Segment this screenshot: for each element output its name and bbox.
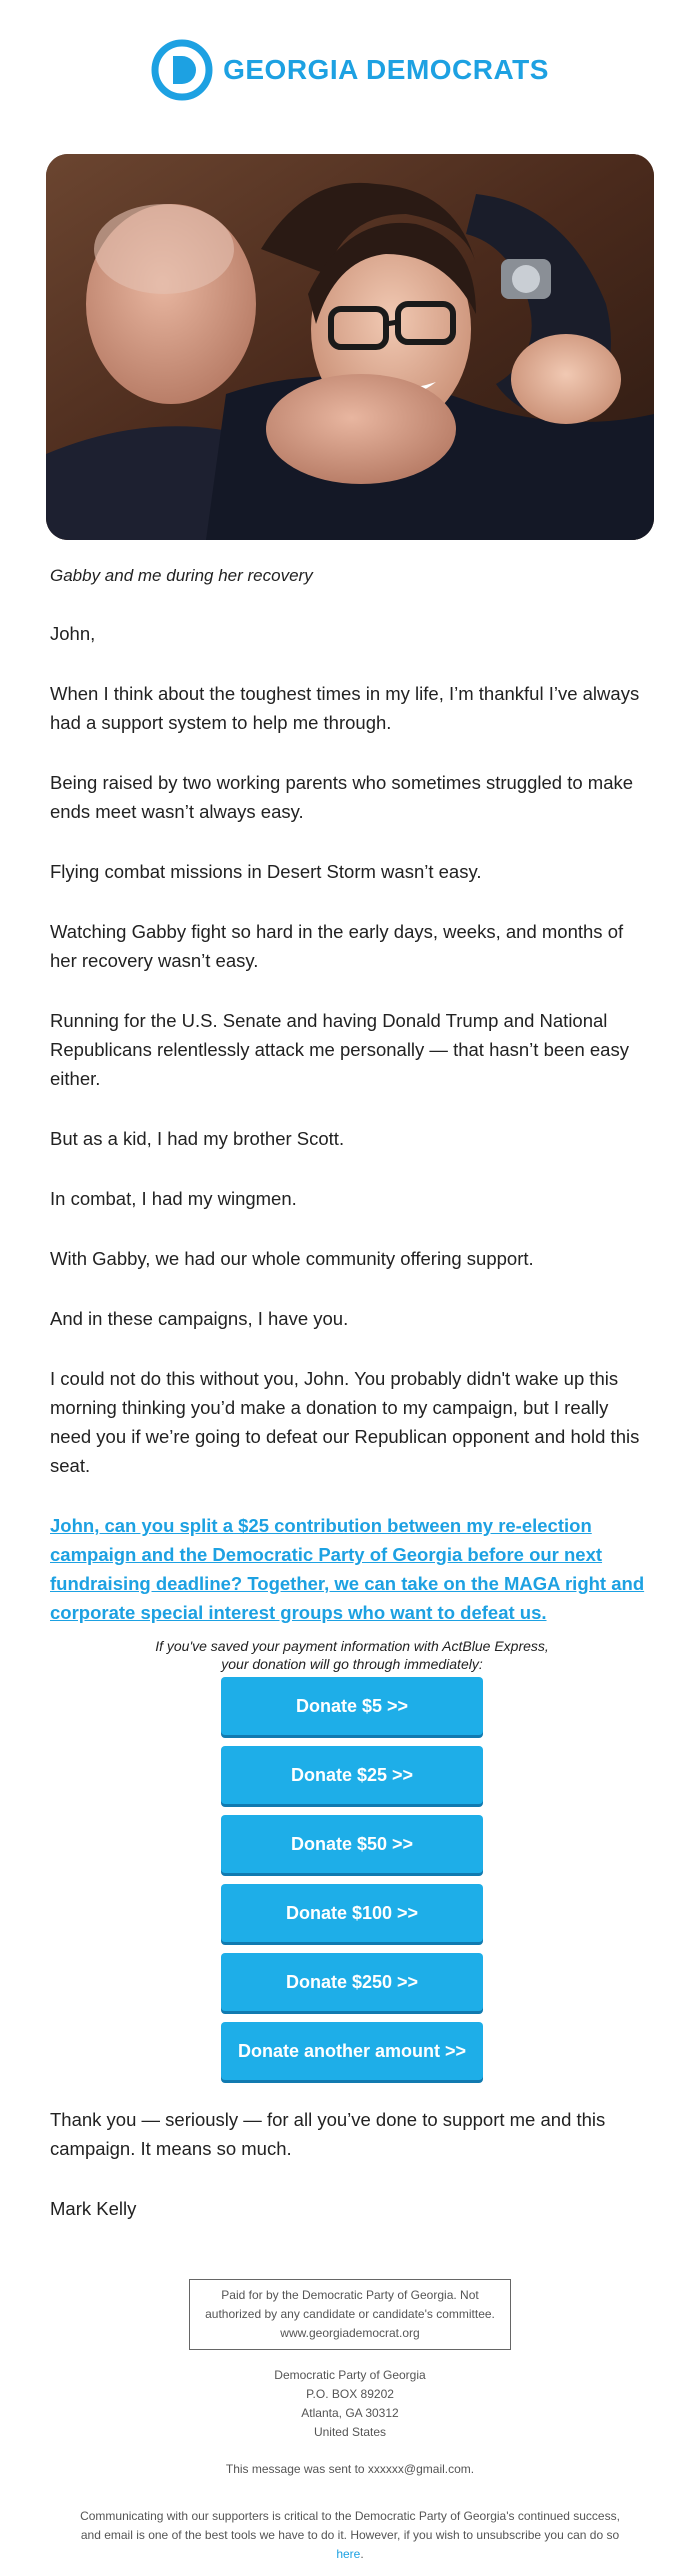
photo-caption: Gabby and me during her recovery: [50, 566, 313, 585]
letter-paragraph: Being raised by two working parents who sometimes struggled to make ends meet wasn’t always easy.: [50, 772, 634, 822]
letter-paragraph: Watching Gabby fight so hard in the early days, weeks, and months of her recovery wasn’t easy.: [50, 921, 624, 971]
unsubscribe-notice: [80, 2507, 620, 2564]
disclaimer-website: www.georgiademocrat.org: [280, 2326, 420, 2340]
donate-5-button[interactable]: Donate $5 >>: [221, 1677, 483, 1735]
hero-photo-illustration: [46, 154, 654, 540]
letter-paragraph: Running for the U.S. Senate and having Donald Trump and National Republicans relentlessly attack me personally — that hasn’t been easy either.: [50, 1010, 629, 1089]
letter-paragraph: In combat, I had my wingmen.: [50, 1188, 297, 1209]
sent-prefix: This message was sent to: [225, 2462, 368, 2476]
donate-50-button[interactable]: Donate $50 >>: [221, 1815, 483, 1873]
donate-25-button[interactable]: Donate $25 >>: [221, 1746, 483, 1804]
sent-to-notice: [0, 2460, 700, 2479]
letter-paragraph: I could not do this without you, John. You probably didn't wake up this morning thinking you’d make a donation to my campaign, but I really need you if we’re going to defeat our Republican opponent and hold this seat.: [50, 1368, 640, 1476]
signature: Mark Kelly: [50, 2198, 137, 2219]
disclaimer-line2: authorized by any candidate or candidate's committee.: [205, 2307, 495, 2321]
greeting: John,: [50, 623, 96, 644]
donate-100-button[interactable]: Donate $100 >>: [221, 1884, 483, 1942]
address-org: Democratic Party of Georgia: [274, 2368, 426, 2382]
sent-suffix: .: [470, 2462, 475, 2476]
letter-paragraph: When I think about the toughest times in my life, I’m thankful I’ve always had a support system to help me through.: [50, 683, 640, 733]
email-header: [0, 0, 700, 140]
actblue-express-note: [50, 1637, 654, 1673]
recipient-email: xxxxxx@gmail.com: [367, 2462, 471, 2476]
address-country: United States: [313, 2425, 387, 2439]
contribution-ask-link[interactable]: John, can you split a $25 contribution between my re-election campaign and the Democratic Party of Georgia before our next fundraising deadline? Together, we can take on the MAGA right and corporate special interest groups who want to defeat us.: [50, 1515, 645, 1623]
email-footer: [0, 2279, 700, 2564]
logo-text: GEORGIA DEMOCRATS: [223, 54, 549, 85]
actblue-note-line2: your donation will go through immediately:: [221, 1656, 483, 1672]
letter-paragraph: With Gabby, we had our whole community offering support.: [50, 1248, 534, 1269]
donate-250-button[interactable]: Donate $250 >>: [221, 1953, 483, 2011]
unsubscribe-text: Communicating with our supporters is critical to the Democratic Party of Georgia's continued success, and email is one of the best tools we have to do it. However, if you wish to unsubscribe you can do so: [80, 2509, 620, 2542]
letter-paragraph: And in these campaigns, I have you.: [50, 1308, 349, 1329]
mailing-address: [0, 2366, 700, 2442]
letter-paragraph: Flying combat missions in Desert Storm wasn’t easy.: [50, 861, 482, 882]
unsubscribe-link[interactable]: here: [336, 2547, 361, 2561]
donate-other-amount-button[interactable]: Donate another amount >>: [221, 2022, 483, 2080]
letter-body: [0, 564, 700, 2223]
closing-paragraph: Thank you — seriously — for all you’ve done to support me and this campaign. It means so much.: [50, 2109, 606, 2159]
actblue-note-line1: If you've saved your payment information with ActBlue Express,: [155, 1638, 549, 1654]
hero-photo: [46, 154, 654, 540]
donate-buttons: [50, 1677, 654, 2091]
democratic-d-icon: [151, 39, 213, 101]
georgia-democrats-logo[interactable]: [151, 39, 549, 101]
unsubscribe-end: .: [360, 2547, 364, 2561]
disclaimer-line1: Paid for by the Democratic Party of Georgia. Not: [221, 2288, 479, 2302]
address-city: Atlanta, GA 30312: [301, 2406, 399, 2420]
paid-for-disclaimer: [189, 2279, 511, 2350]
address-po-box: P.O. BOX 89202: [306, 2387, 394, 2401]
letter-paragraph: But as a kid, I had my brother Scott.: [50, 1128, 345, 1149]
